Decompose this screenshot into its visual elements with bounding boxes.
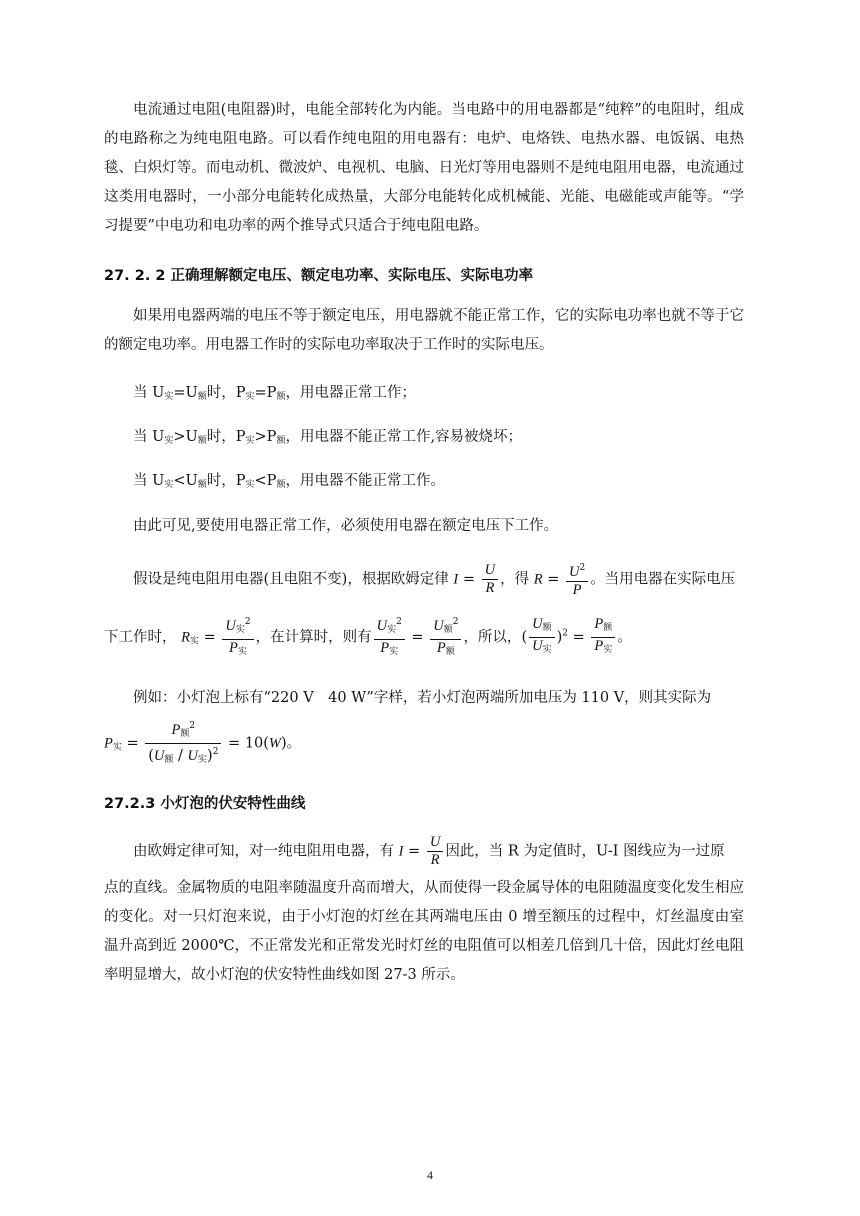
- condition-less: 当 $U_实<U_额$时，$P_实<P_额$，用电器不能正常工作。: [133, 473, 445, 490]
- section-heading-27-2-2: 27. 2. 2 正确理解额定电压、额定电功率、实际电压、实际电功率: [104, 268, 534, 284]
- fraction-u2-p-rated: $\frac{U_额^2}{P_额}$: [430, 614, 461, 661]
- paragraph-iv-curve: 点的直线。金属物质的电阻率随温度升高而增大，从而使得一段金属导体的电阻随温度变化发生相应的变化。对一只灯泡来说，由于小灯泡的灯丝在其两端电压由 0 增至额压的过程中，灯丝温度由室温升高到近 2000℃，不正常发光和正常发光时灯丝的电阻值可以相差几倍到几十倍，因此灯丝电阻率明显增大，故小灯泡的伏安特性曲线如图 27-3 所示。: [104, 880, 744, 983]
- fraction-u-ratio: $\frac{U_额}{U_实}$: [529, 616, 555, 659]
- paragraph-conclusion: 由此可见,要使用电器正常工作，必须使用电器在额定电压下工作。: [133, 518, 559, 534]
- fraction-r-actual: $\frac{U_实^2}{P_实}$: [222, 614, 253, 661]
- condition-equal: 当 $U_实=U_额$时，$P_实=P_额$，用电器正常工作；: [133, 385, 416, 402]
- fraction-u2-p-actual: $\frac{U_实^2}{P_实}$: [374, 614, 405, 661]
- formula-example-power: $P_实$ = $\frac{P_额^2}{(U_额 / U_实)^2}$ = 10(W)。: [104, 718, 301, 769]
- paragraph-rated-voltage: 如果用电器两端的电压不等于额定电压，用电器就不能正常工作，它的实际电功率也就不等于它的额定电功率。用电器工作时的实际电功率取决于工作时的实际电压。: [104, 308, 744, 353]
- fraction-u-over-r: $\frac{U}{R}$: [482, 562, 498, 597]
- page-number: 4: [427, 1168, 433, 1182]
- fraction-u2-over-p: $\frac{U^2}{P}$: [566, 560, 588, 599]
- paragraph-example: 例如：小灯泡上标有“220 V 40 W”字样，若小灯泡两端所加电压为 110 V，则其实际为: [133, 690, 712, 706]
- formula-line-ohm: 假设是纯电阻用电器(且电阻不变)，根据欧姆定律 I = $\frac{U}{R}$ ，得 R = $\frac{U^2}{P}$ 。当用电器在实际电压: [133, 561, 736, 598]
- formula-line-ohm-2: 由欧姆定律可知，对一纯电阻用电器，有 I = $\frac{U}{R}$ 因此，当 R 为定值时，U-I 图线应为一过原: [133, 834, 725, 868]
- fraction-p-ratio: $\frac{P_额}{P_实}$: [591, 616, 615, 659]
- paragraph-pure-resistance: 电流通过电阻(电阻器)时，电能全部转化为内能。当电路中的用电器都是“纯粹”的电阻时，组成的电路称之为纯电阻电路。可以看作纯电阻的用电器有：电炉、电烙铁、电热水器、电饭锅、电热毯、白炽灯等。而电动机、微波炉、电视机、电脑、日光灯等用电器则不是纯电阻用电器，电流通过这类用电器时，一小部分电能转化成热量，大部分电能转化成机械能、光能、电磁能或声能等。“学习提要”中电功和电功率的两个推导式只适合于纯电阻电路。: [104, 102, 744, 234]
- formula-line-actual: 下工作时， $R_实$ = $\frac{U_实^2}{P_实}$ ，在计算时，则有 $\frac{U_实^2}{P_实}$ = $\frac{U_额^2}{P_额}$ ，所以，( $\frac{U_额}{U_实}$ )$^2$ = $\frac{P_额}{P_实}$ 。: [104, 614, 632, 661]
- section-heading-27-2-3: 27.2.3 小灯泡的伏安特性曲线: [104, 796, 306, 812]
- fraction-u-over-r-2: $\frac{U}{R}$: [427, 834, 443, 869]
- condition-greater: 当 $U_实>U_额$时，$P_实>P_额$，用电器不能正常工作,容易被烧坏；: [133, 429, 523, 446]
- fraction-example: $\frac{P_额^2}{(U_额 / U_实)^2}$: [145, 718, 221, 769]
